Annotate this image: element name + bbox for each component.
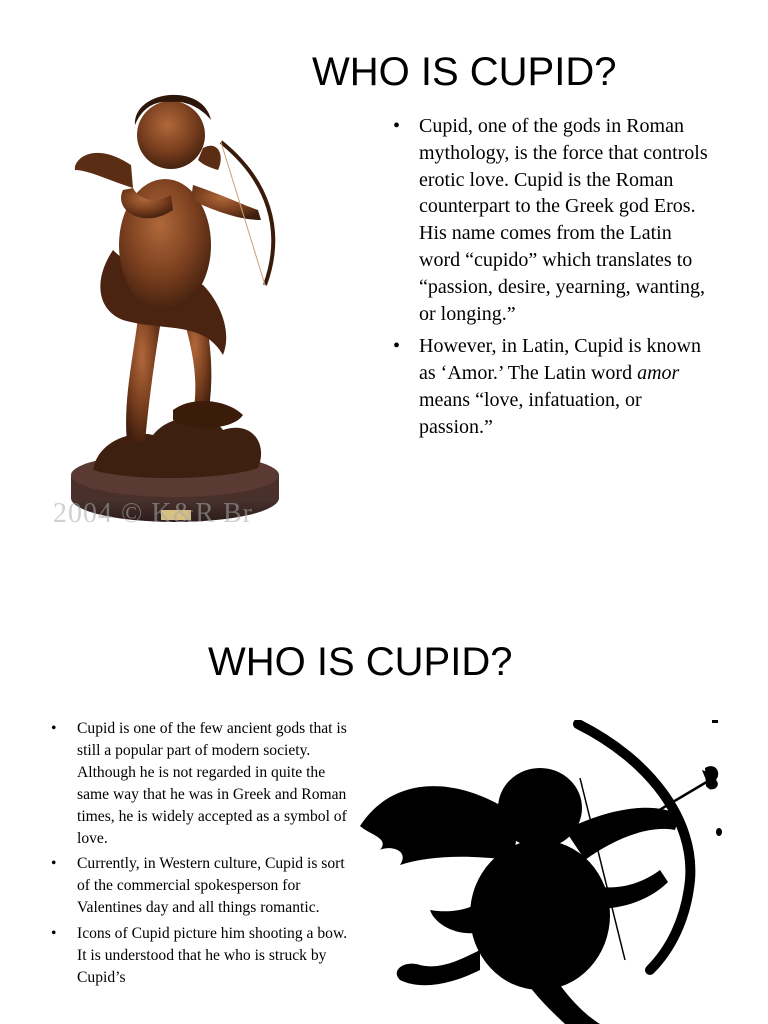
slide-2-bullet-list: [49, 718, 349, 993]
bullet-item: • Icons of Cupid picture him shooting a bow. It is understood that he who is struck by Cupid’s: [49, 923, 349, 989]
bullet-item: • Currently, in Western culture, Cupid is sort of the commercial spokesperson for Valentines day and all things romantic.: [49, 853, 349, 919]
slide-title: WHO IS CUPID?: [312, 50, 617, 94]
slide-1-bullet-list: [391, 113, 711, 447]
cupid-bronze-statue-icon: [53, 70, 295, 548]
slide-title: WHO IS CUPID?: [208, 640, 513, 684]
bullet-item: • However, in Latin, Cupid is known as ‘Amor.’ The Latin word amor means “love, infatuation, or passion.”: [391, 333, 711, 440]
cupid-statue-image: [53, 70, 295, 548]
bullet-item: • Cupid, one of the gods in Roman mythology, is the force that controls erotic love. Cupid is the Roman counterpart to the Greek god Eros. His name comes from the Latin word “cupido” which translates to “passion, desire, yearning, wanting, or longing.”: [391, 113, 711, 327]
cupid-silhouette-icon: [350, 720, 730, 1024]
slide-2: [0, 580, 768, 1024]
photo-watermark: 2004 © K&R Br: [53, 498, 253, 529]
bullet-item: • Cupid is one of the few ancient gods that is still a popular part of modern society. Although he is not regarded in quite the same way that he was in Greek and Roman times, he is widely accepted as a symbol of love.: [49, 718, 349, 849]
